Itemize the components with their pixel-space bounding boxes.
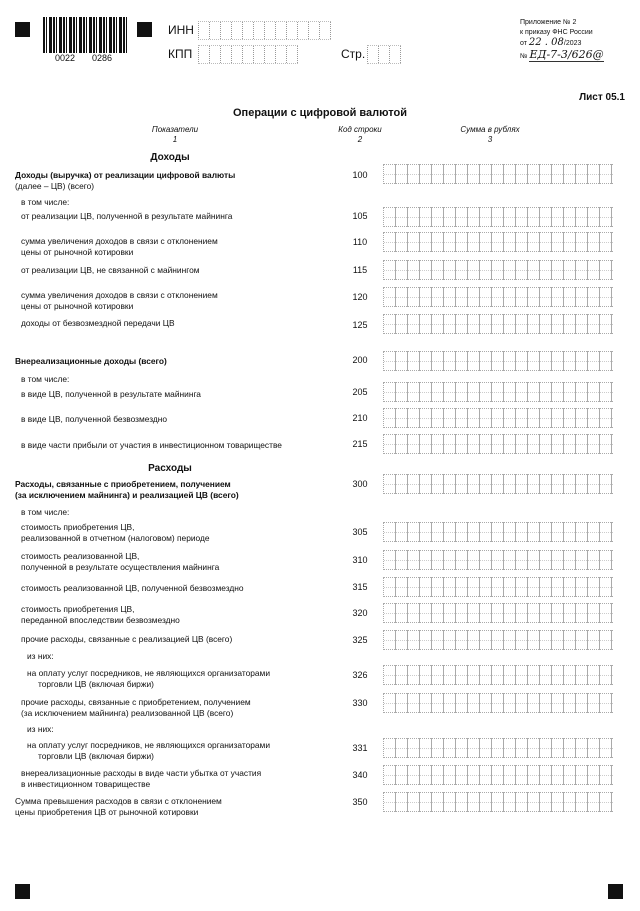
appendix-line-1: Приложение № 2: [520, 19, 577, 26]
row-100-label: [15, 170, 235, 191]
row-115-label: от реализации ЦВ, не связанной с майнингом: [21, 265, 200, 275]
column-header-code-number: 2: [357, 135, 363, 144]
row-215-code: 215: [352, 439, 368, 449]
row-325-subtitle: из них:: [27, 651, 54, 661]
row-320-line1: стоимость приобретения ЦВ,: [21, 604, 135, 614]
barcode: [43, 17, 127, 53]
row-300-label: [15, 479, 239, 500]
appendix-year: /2023: [563, 40, 582, 47]
row-300-code: 300: [352, 479, 368, 489]
row-320-line2: переданной впоследствии безвозмездно: [21, 614, 180, 625]
column-header-sum: [450, 125, 530, 145]
row-340-value-field[interactable]: [383, 765, 613, 785]
row-310-line1: стоимость реализованной ЦВ,: [21, 551, 140, 561]
row-326-value-field[interactable]: [383, 665, 613, 685]
row-105-label: от реализации ЦВ, полученной в результате майнинга: [21, 211, 233, 221]
row-350-value-field[interactable]: [383, 792, 613, 812]
page-number-field[interactable]: [367, 45, 401, 64]
row-350-line2: цены приобретения ЦВ от рыночной котировки: [15, 806, 199, 817]
row-205-label: в виде ЦВ, полученной в результате майнинга: [21, 389, 201, 399]
row-210-code: 210: [352, 413, 368, 423]
corner-marker-top-mid: [137, 22, 152, 37]
row-120-line1: сумма увеличения доходов в связи с отклонением: [21, 290, 218, 300]
row-331-code: 331: [352, 743, 368, 753]
inn-field[interactable]: [198, 21, 331, 40]
row-105-code: 105: [352, 211, 368, 221]
row-331-value-field[interactable]: [383, 738, 613, 758]
row-120-value-field[interactable]: [383, 287, 613, 307]
row-125-code: 125: [352, 320, 368, 330]
column-header-code: [330, 125, 390, 145]
barcode-number-left: 0022: [55, 53, 76, 63]
row-340-line1: внереализационные расходы в виде части убытка от участия: [21, 768, 262, 778]
barcode-number-right: 0286: [92, 53, 113, 63]
row-215-label: в виде части прибыли от участия в инвестиционном товариществе: [21, 440, 282, 450]
corner-marker-bottom-left: [15, 884, 30, 899]
row-215-value-field[interactable]: [383, 434, 613, 454]
page-title: Операции с цифровой валютой: [233, 107, 407, 119]
row-340-line2: в инвестиционном товариществе: [21, 778, 151, 789]
row-200-subtitle: в том числе:: [21, 374, 70, 384]
row-325-value-field[interactable]: [383, 630, 613, 650]
row-100-subtitle: в том числе:: [21, 197, 70, 207]
column-header-indicators-label: Показатели: [151, 125, 199, 134]
column-header-indicators: [140, 125, 210, 145]
row-325-code: 325: [352, 635, 368, 645]
row-330-subtitle: из них:: [27, 724, 54, 734]
row-210-label: в виде ЦВ, полученной безвозмездно: [21, 414, 168, 424]
row-320-value-field[interactable]: [383, 603, 613, 623]
row-310-value-field[interactable]: [383, 550, 613, 570]
row-310-label: [21, 551, 219, 572]
row-300-subtitle: в том числе:: [21, 507, 70, 517]
row-100-value-field[interactable]: [383, 164, 613, 184]
row-205-code: 205: [352, 387, 368, 397]
row-330-label: [21, 697, 251, 718]
row-100-line1: Доходы (выручка) от реализации цифровой валюты: [15, 170, 236, 180]
row-305-line1: стоимость приобретения ЦВ,: [21, 522, 135, 532]
row-210-value-field[interactable]: [383, 408, 613, 428]
kpp-label: КПП: [168, 47, 193, 61]
appendix-date: [520, 38, 581, 48]
row-326-code: 326: [352, 670, 368, 680]
row-110-line2: цены от рыночной котировки: [21, 246, 134, 257]
section-expenses: Расходы: [148, 463, 192, 474]
row-315-value-field[interactable]: [383, 577, 613, 597]
row-350-code: 350: [352, 797, 368, 807]
row-326-label: [27, 668, 270, 689]
appendix-line-2: к приказу ФНС России: [520, 29, 593, 36]
appendix-number-prefix: №: [520, 53, 528, 60]
row-331-label: [27, 740, 270, 761]
row-315-label: стоимость реализованной ЦВ, полученной безвозмездно: [21, 583, 244, 593]
row-125-label: доходы от безвозмездной передачи ЦВ: [21, 318, 175, 328]
row-115-value-field[interactable]: [383, 260, 613, 280]
row-305-label: [21, 522, 210, 543]
kpp-field[interactable]: [198, 45, 298, 64]
column-header-code-label: Код строки: [338, 125, 382, 134]
row-200-code: 200: [352, 355, 368, 365]
row-340-label: [21, 768, 261, 789]
section-income: Доходы: [150, 152, 190, 163]
row-100-line2: (далее – ЦВ) (всего): [15, 180, 95, 191]
corner-marker-bottom-right: [608, 884, 623, 899]
row-330-line1: прочие расходы, связанные с приобретением, получением: [21, 697, 251, 707]
row-300-value-field[interactable]: [383, 474, 613, 494]
row-105-value-field[interactable]: [383, 207, 613, 227]
row-200-label: Внереализационные доходы (всего): [15, 356, 167, 366]
row-100-code: 100: [352, 170, 368, 180]
appendix-date-handwritten: 22 . 08: [528, 37, 564, 48]
corner-marker-top-left: [15, 22, 30, 37]
row-330-code: 330: [352, 698, 368, 708]
column-header-sum-number: 3: [487, 135, 493, 144]
row-330-line2: (за исключением майнинга) реализованной ЦВ (всего): [21, 707, 234, 718]
row-305-line2: реализованной в отчетном (налоговом) периоде: [21, 532, 210, 543]
row-310-line2: полученной в результате осуществления майнинга: [21, 561, 220, 572]
row-205-value-field[interactable]: [383, 382, 613, 402]
row-310-code: 310: [352, 555, 368, 565]
column-header-sum-label: Сумма в рублях: [460, 125, 520, 134]
row-125-value-field[interactable]: [383, 314, 613, 334]
row-305-code: 305: [352, 527, 368, 537]
row-326-line2: торговли ЦВ (включая биржи): [38, 678, 154, 689]
sheet-number: Лист 05.1: [579, 92, 625, 103]
row-110-value-field[interactable]: [383, 232, 613, 252]
row-120-line2: цены от рыночной котировки: [21, 300, 134, 311]
row-320-label: [21, 604, 180, 625]
row-120-label: [21, 290, 218, 311]
row-330-value-field[interactable]: [383, 693, 613, 713]
row-325-label: прочие расходы, связанные с реализацией ЦВ (всего): [21, 634, 233, 644]
page-label: Стр.: [341, 47, 366, 61]
row-300-line2: (за исключением майнинга) и реализацией ЦВ (всего): [15, 489, 239, 500]
inn-label: ИНН: [168, 23, 194, 37]
row-350-line1: Сумма превышения расходов в связи с отклонением: [15, 796, 222, 806]
row-331-line2: торговли ЦВ (включая биржи): [38, 750, 154, 761]
row-200-value-field[interactable]: [383, 351, 613, 371]
appendix-number: [520, 50, 604, 61]
row-331-line1: на оплату услуг посредников, не являющихся организаторами: [27, 740, 270, 750]
row-110-label: [21, 236, 218, 257]
appendix-date-prefix: от: [520, 40, 527, 47]
row-110-line1: сумма увеличения доходов в связи с отклонением: [21, 236, 218, 246]
row-315-code: 315: [352, 582, 368, 592]
row-110-code: 110: [352, 237, 368, 247]
column-header-indicators-number: 1: [172, 135, 178, 144]
row-320-code: 320: [352, 608, 368, 618]
row-115-code: 115: [352, 265, 368, 275]
row-300-line1: Расходы, связанные с приобретением, получением: [15, 479, 231, 489]
row-305-value-field[interactable]: [383, 522, 613, 542]
row-120-code: 120: [352, 292, 368, 302]
row-326-line1: на оплату услуг посредников, не являющихся организаторами: [27, 668, 270, 678]
appendix-number-handwritten: ЕД-7-3/626@: [529, 48, 604, 61]
row-350-label: [15, 796, 222, 817]
row-340-code: 340: [352, 770, 368, 780]
